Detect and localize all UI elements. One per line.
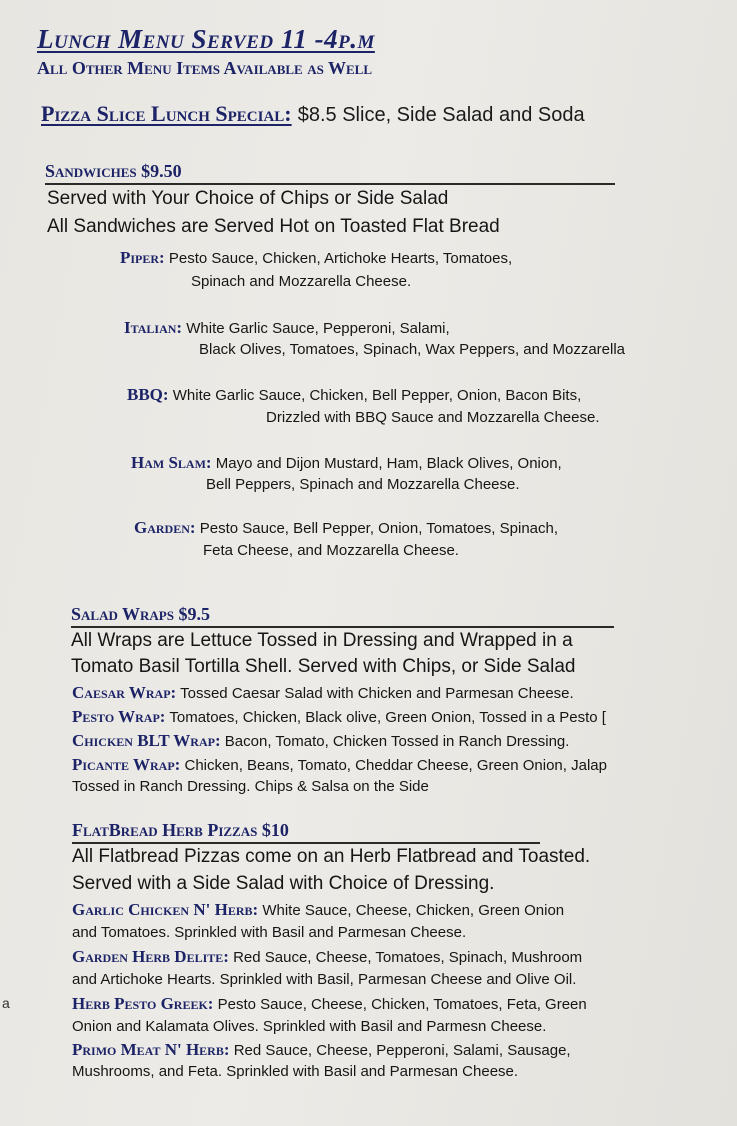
special-label: Pizza Slice Lunch Special:: [41, 101, 292, 126]
item-name: Pesto Wrap:: [72, 707, 166, 726]
menu-item-caesar-wrap: [72, 683, 574, 703]
item-desc: Red Sauce, Cheese, Tomatoes, Spinach, Mushroom: [233, 949, 583, 966]
special-text: $8.5 Slice, Side Salad and Soda: [297, 104, 585, 126]
item-name: Garden Herb Delite:: [72, 947, 229, 966]
sandwiches-note: All Sandwiches are Served Hot on Toasted Flat Bread: [47, 216, 500, 237]
menu-item-garden-herb-delite: [72, 947, 582, 967]
menu-item-pesto-wrap: [72, 707, 732, 727]
menu-item-piper: [120, 248, 512, 268]
item-name: Picante Wrap:: [72, 755, 181, 774]
wraps-heading: Salad Wraps $9.5: [71, 604, 614, 628]
item-desc-cont: and Tomatoes. Sprinkled with Basil and Parmesan Cheese.: [72, 924, 467, 941]
item-name: Primo Meat N' Herb:: [72, 1040, 230, 1059]
item-name: Italian:: [124, 318, 183, 337]
item-name: BBQ:: [127, 385, 169, 404]
item-name: Garden:: [134, 518, 196, 537]
wraps-note: All Wraps are Lettuce Tossed in Dressing and Wrapped in a: [71, 630, 573, 651]
item-desc: Pesto Sauce, Chicken, Artichoke Hearts, Tomatoes,: [168, 250, 513, 267]
item-desc-cont: Feta Cheese, and Mozzarella Cheese.: [203, 542, 459, 559]
item-desc: White Garlic Sauce, Chicken, Bell Pepper, Onion, Bacon Bits,: [172, 387, 582, 404]
flatbread-note: All Flatbread Pizzas come on an Herb Flatbread and Toasted.: [72, 846, 591, 867]
menu-item-picante-wrap: [72, 755, 732, 775]
item-desc-cont: Black Olives, Tomatoes, Spinach, Wax Peppers, and Mozzarella: [199, 341, 626, 358]
item-name: Herb Pesto Greek:: [72, 994, 214, 1013]
item-name: Piper:: [120, 248, 165, 267]
item-desc: White Sauce, Cheese, Chicken, Green Onion: [262, 902, 565, 919]
page-title: Lunch Menu Served 11 -4p.m: [37, 24, 375, 54]
item-desc: Chicken, Beans, Tomato, Cheddar Cheese, Green Onion, Jalap: [184, 757, 607, 774]
item-desc: Tossed Caesar Salad with Chicken and Parmesan Cheese.: [180, 685, 574, 702]
flatbread-note: Served with a Side Salad with Choice of Dressing.: [72, 873, 495, 894]
item-desc: Bacon, Tomato, Chicken Tossed in Ranch Dressing.: [224, 733, 570, 750]
margin-mark: a: [2, 995, 10, 1011]
menu-item-herb-pesto-greek: [72, 994, 587, 1014]
item-desc: Red Sauce, Cheese, Pepperoni, Salami, Sausage,: [233, 1042, 571, 1059]
item-name: Garlic Chicken N' Herb:: [72, 900, 259, 919]
item-desc: Pesto Sauce, Cheese, Chicken, Tomatoes, Feta, Green: [217, 996, 587, 1013]
menu-item-ham-slam: [131, 453, 562, 473]
item-desc-cont: and Artichoke Hearts. Sprinkled with Basil, Parmesan Cheese and Olive Oil.: [72, 971, 577, 988]
menu-item-bbq: [127, 385, 581, 405]
sandwiches-note: Served with Your Choice of Chips or Side Salad: [47, 188, 449, 209]
menu-item-italian: [124, 318, 450, 338]
wraps-note: Tomato Basil Tortilla Shell. Served with Chips, or Side Salad: [71, 656, 576, 677]
item-desc-cont: Tossed in Ranch Dressing. Chips & Salsa on the Side: [72, 778, 429, 795]
item-name: Chicken BLT Wrap:: [72, 731, 221, 750]
menu-item-primo-meat-herb: [72, 1040, 571, 1060]
menu-item-garden: [134, 518, 558, 538]
menu-item-chicken-blt-wrap: [72, 731, 569, 751]
flatbread-heading: FlatBread Herb Pizzas $10: [72, 820, 540, 844]
lunch-special: [41, 101, 585, 127]
item-desc: Pesto Sauce, Bell Pepper, Onion, Tomatoes, Spinach,: [199, 520, 559, 537]
item-desc: Mayo and Dijon Mustard, Ham, Black Olives, Onion,: [215, 455, 562, 472]
item-desc: Tomatoes, Chicken, Black olive, Green Onion, Tossed in a Pesto [: [169, 709, 606, 726]
item-name: Caesar Wrap:: [72, 683, 177, 702]
item-desc-cont: Onion and Kalamata Olives. Sprinkled with Basil and Parmesn Cheese.: [72, 1018, 547, 1035]
item-desc: White Garlic Sauce, Pepperoni, Salami,: [186, 320, 450, 337]
page-subtitle: All Other Menu Items Available as Well: [37, 58, 373, 78]
menu-item-garlic-chicken-herb: [72, 900, 564, 920]
item-name: Ham Slam:: [131, 453, 212, 472]
item-desc-cont: Spinach and Mozzarella Cheese.: [191, 273, 412, 290]
item-desc-cont: Bell Peppers, Spinach and Mozzarella Cheese.: [206, 476, 520, 493]
item-desc-cont: Drizzled with BBQ Sauce and Mozzarella Cheese.: [266, 409, 600, 426]
sandwiches-heading: Sandwiches $9.50: [45, 161, 615, 185]
item-desc-cont: Mushrooms, and Feta. Sprinkled with Basil and Parmesan Cheese.: [72, 1063, 519, 1080]
